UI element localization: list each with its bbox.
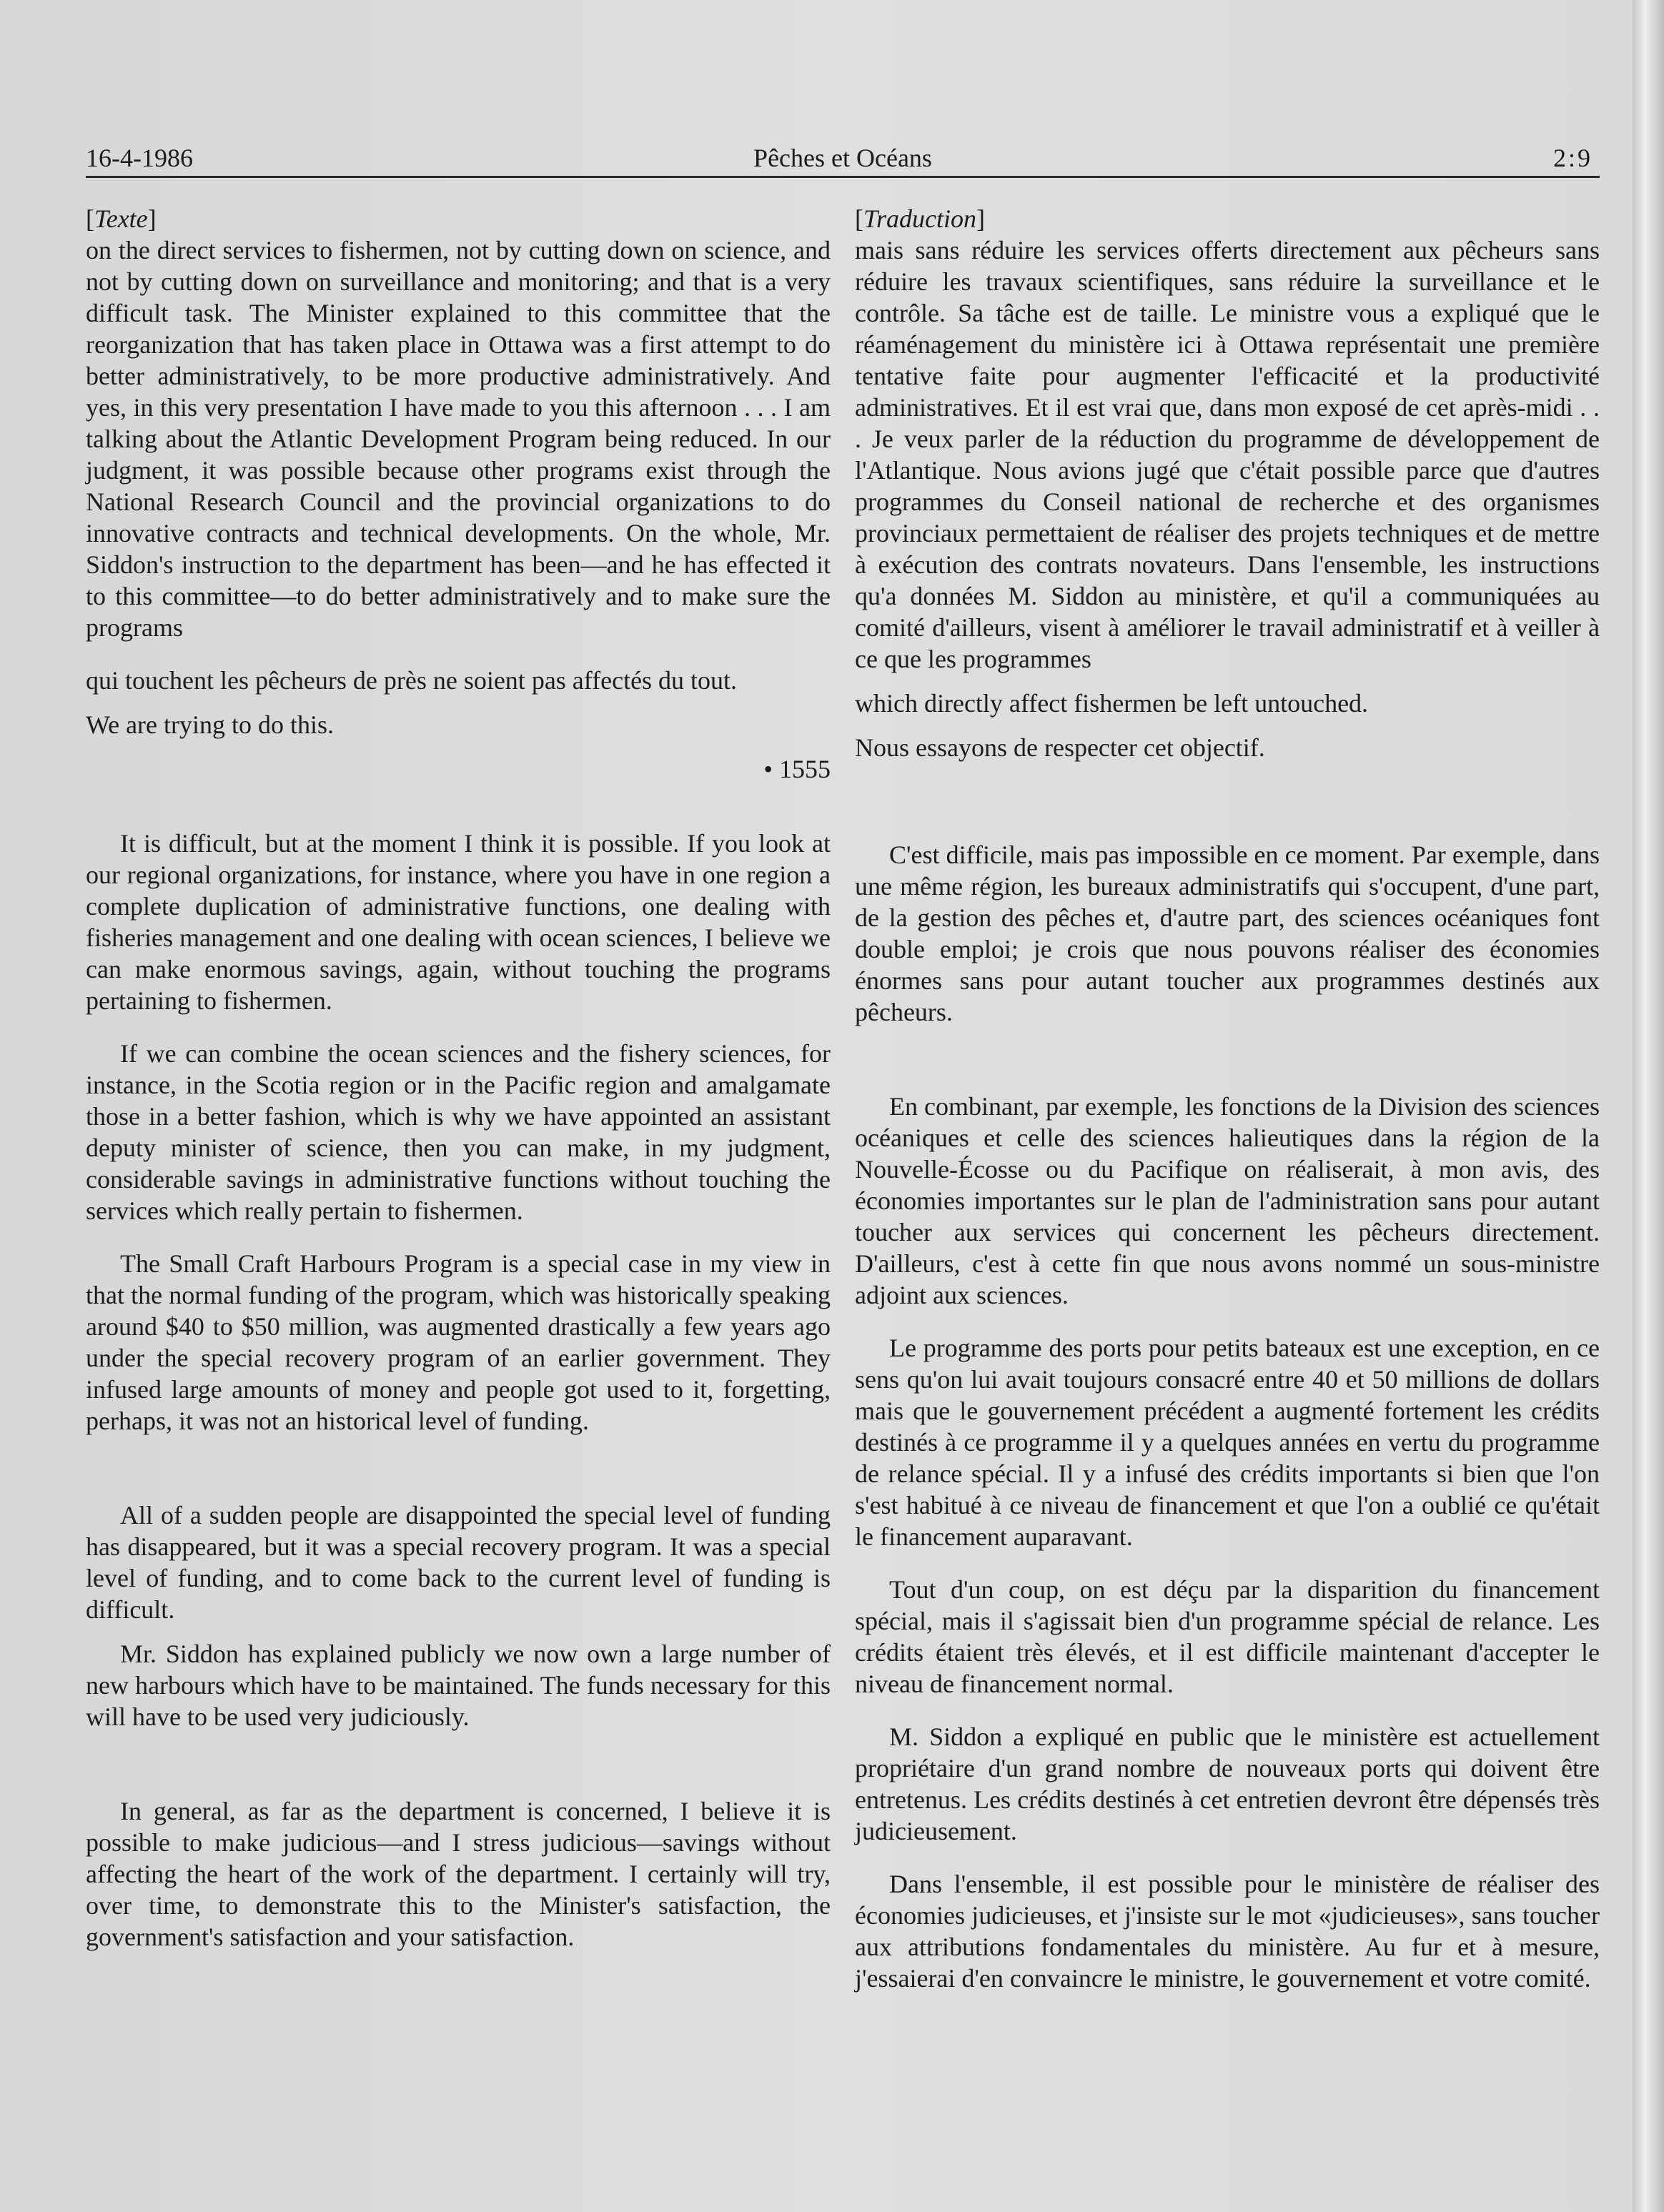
left-paragraph-1: on the direct services to fishermen, not by cutting down on science, and not by cutting down on surveillance and monitoring; and that is a very difficult task. The Minister explained to this committee that the reorganization that has taken place in Ottawa was a first attempt to do better administratively, to be more productive administratively. And yes, in this very presentation I have made to you this afternoon . . . I am talking about the Atlantic Development Program being reduced. In our judgment, it was possible because other programs exist through the National Research Council and the provincial organizations to do innovative contracts and technical developments. On the whole, Mr. Siddon's instruction to the department has been—and he has effected it to this committee—to do better administratively and to make sure the programs: [86, 236, 831, 642]
right-paragraph-8: M. Siddon a expliqué en public que le ministère est actuellement propriétaire d'un grand nombre de nouveaux ports qui doivent être entretenus. Les crédits destinés à cet entretien devront être dépensés très judicieusement.: [855, 1722, 1600, 1845]
right-paragraph-3: Nous essayons de respecter cet objectif.: [855, 733, 1265, 762]
header-page-number: 2:9: [1552, 144, 1593, 172]
left-paragraph-2: qui touchent les pêcheurs de près ne soient pas affectés du tout.: [86, 666, 738, 695]
right-paragraph-2: which directly affect fishermen be left untouched.: [855, 689, 1369, 718]
left-paragraph-7: All of a sudden people are disappointed the special level of funding has disappeared, but it was a special recovery program. It was a special level of funding, and to come back to the current level of funding is difficult.: [86, 1501, 831, 1624]
page-edge: [1633, 0, 1664, 2212]
left-column: [86, 203, 831, 1953]
left-paragraph-3: We are trying to do this.: [86, 710, 335, 739]
running-header: [86, 140, 1600, 178]
header-title: Pêches et Océans: [753, 144, 932, 172]
left-paragraph-6: The Small Craft Harbours Program is a special case in my view in that the normal funding of the program, which was historically speaking around $40 to $50 million, was augmented drastically a few years ago under the special recovery program of an earlier government. They infused large amounts of money and people got used to it, forgetting, perhaps, it was not an historical level of funding.: [86, 1249, 831, 1435]
header-date: 16-4-1986: [86, 144, 193, 172]
left-paragraph-4: It is difficult, but at the moment I think it is possible. If you look at our regional organizations, for instance, where you have in one region a complete duplication of administrative functions, one dealing with fisheries management and one dealing with ocean sciences, I believe we can make enormous savings, again, without touching the programs pertaining to fishermen.: [86, 829, 831, 1015]
right-paragraph-1: mais sans réduire les services offerts directement aux pêcheurs sans réduire les travaux scientifiques, sans réduire la surveillance et le contrôle. Sa tâche est de taille. Le ministre vous a expliqué que le réaménagement du ministère ici à Ottawa représentait une première tentative faite pour augmenter l'efficacité et la productivité administratives. Et il est vrai que, dans mon exposé de cet après-midi . . . Je veux parler de la réduction du programme de développement de l'Atlantique. Nous avions jugé que c'était possible parce que d'autres programmes du Conseil national de recherche et des organismes provinciaux permettaient de réaliser des projets techniques et de mettre à exécution des contrats novateurs. Dans l'ensemble, les instructions qu'a données M. Siddon au ministère, et qu'il a communiquées au comité d'ailleurs, visent à améliorer le travail administratif et à veiller à ce que les programmes: [855, 236, 1600, 673]
left-paragraph-9: In general, as far as the department is concerned, I believe it is possible to make judicious—and I stress judicious—savings without affecting the heart of the work of the department. I certainly will try, over time, to demonstrate this to the Minister's satisfaction, the government's satisfaction and your satisfaction.: [86, 1797, 831, 1951]
right-paragraph-6: Le programme des ports pour petits bateaux est une exception, en ce sens qu'on lui avait toujours consacré entre 40 et 50 millions de dollars mais que le gouvernement précédent a augmenté fortement les crédits destinés à ce programme il y a quelques années en vertu du programme de relance spécial. Il y a infusé des crédits importants si bien que l'on s'est habitué à ce niveau de financement et que l'on a oublié ce qu'était le financement auparavant.: [855, 1334, 1600, 1551]
right-column: [855, 203, 1600, 1994]
right-paragraph-5: En combinant, par exemple, les fonctions de la Division des sciences océaniques et celle des sciences halieutiques dans la région de la Nouvelle-Écosse ou du Pacifique on réaliserait, à mon avis, des économies importantes sur le plan de l'administration sans pour autant toucher aux services qui concernent les pêcheurs directement. D'ailleurs, c'est à cette fin que nous avons nommé un sous-ministre adjoint aux sciences.: [855, 1092, 1600, 1309]
right-paragraph-4: C'est difficile, mais pas impossible en ce moment. Par exemple, dans une même région, les bureaux administratifs qui s'occupent, d'une part, de la gestion des pêches et, d'autre part, des sciences océaniques font double emploi; je crois que nous pouvons réaliser des économies énormes sans pour autant toucher aux programmes destinés aux pêcheurs.: [855, 840, 1600, 1026]
left-section-tag: [Texte]: [86, 204, 157, 233]
right-paragraph-7: Tout d'un coup, on est déçu par la disparition du financement spécial, mais il s'agissait bien d'un programme spécial de relance. Les crédits étaient très élevés, et il est difficile maintenant d'accepter le niveau de financement normal.: [855, 1575, 1600, 1698]
left-paragraph-5: If we can combine the ocean sciences and the fishery sciences, for instance, in the Scotia region or in the Pacific region and amalgamate those in a better fashion, which is why we have appointed an assistant deputy minister of science, then you can make, in my judgment, considerable savings in administrative functions without touching the services which really pertain to fishermen.: [86, 1039, 831, 1225]
right-section-tag: [Traduction]: [855, 204, 986, 233]
right-paragraph-9: Dans l'ensemble, il est possible pour le ministère de réaliser des économies judicieuses, et j'insiste sur le mot «judicieuses», sans toucher aux attributions fondamentales du ministère. Au fur et à mesure, j'essaierai d'en convaincre le ministre, le gouvernement et votre comité.: [855, 1870, 1600, 1993]
time-marker: • 1555: [763, 755, 831, 783]
left-paragraph-8: Mr. Siddon has explained publicly we now own a large number of new harbours which have to be maintained. The funds necessary for this will have to be used very judiciously.: [86, 1640, 831, 1731]
